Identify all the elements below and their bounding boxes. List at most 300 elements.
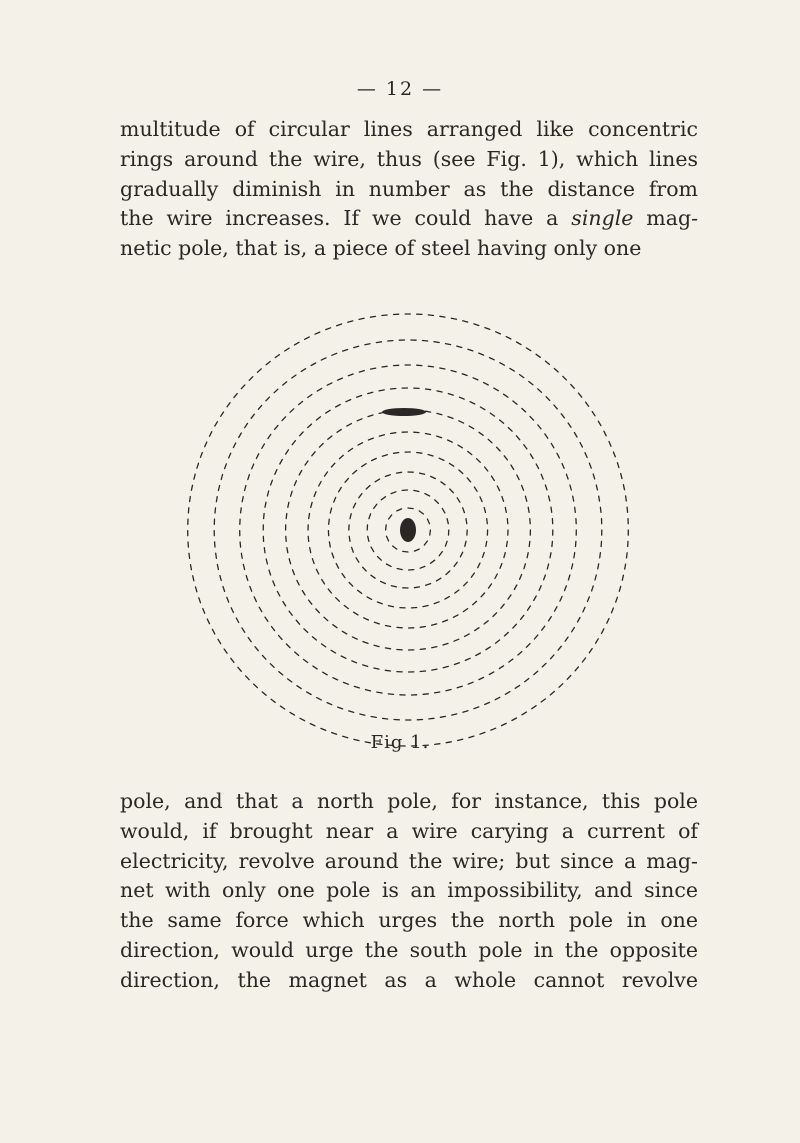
field-line-dash (446, 690, 451, 691)
field-line-dash (521, 615, 524, 619)
field-line-dash (304, 659, 308, 662)
field-line-dash (368, 438, 373, 440)
field-line-dash (227, 403, 230, 407)
field-line-dash (245, 486, 246, 491)
field-line-dash (338, 707, 343, 709)
field-line-dash (286, 644, 290, 648)
field-line-dash (440, 368, 445, 369)
field-line-dash (435, 500, 439, 504)
field-line-dash (435, 692, 440, 693)
field-line-dash (254, 597, 256, 602)
field-line-dash (312, 452, 315, 456)
field-line-dash (280, 460, 283, 465)
text-line: pole, and that a north pole, for instance, this pole (120, 789, 698, 813)
field-line-dash (549, 617, 552, 621)
field-line-dash (558, 646, 561, 650)
field-line-dash (627, 553, 628, 558)
field-line-dash (371, 717, 376, 718)
field-line-dash (218, 486, 219, 491)
field-line-dash (585, 453, 587, 458)
field-line-dash (513, 401, 517, 404)
field-line-dash (443, 666, 448, 667)
field-line-dash (275, 470, 277, 475)
field-line-dash (216, 497, 217, 502)
field-line-dash (394, 453, 399, 454)
field-line-dash (305, 461, 308, 465)
text-line: would, if brought near a wire carying a current of (120, 818, 698, 843)
field-line-dash (544, 575, 546, 580)
field-line-dash (417, 453, 422, 454)
field-line-dash (310, 548, 311, 553)
field-line-dash (451, 318, 456, 319)
field-line-dash (487, 519, 488, 524)
field-line-dash (365, 344, 370, 345)
field-line-dash (437, 413, 442, 414)
field-line-dash (238, 667, 241, 671)
field-line-dash (463, 609, 467, 612)
field-line-dash (550, 553, 551, 558)
field-line-dash (499, 666, 503, 669)
field-line-dash (229, 453, 231, 458)
field-line-dash (331, 463, 335, 467)
field-line-dash (583, 607, 585, 612)
field-line-dash (231, 608, 233, 613)
field-line-dash (272, 627, 275, 631)
field-line-dash (269, 570, 271, 575)
field-line-dash (308, 536, 309, 541)
field-line-dash (312, 559, 314, 564)
field-line-dash (448, 440, 453, 442)
field-line-dash (285, 348, 289, 351)
field-line-dash (374, 668, 379, 669)
field-line-dash (360, 714, 365, 715)
field-line-dash (459, 397, 464, 399)
field-line-dash (248, 638, 251, 642)
field-line-dash (454, 663, 459, 665)
field-line-dash (516, 436, 519, 440)
field-line-dash (329, 542, 330, 547)
field-line-dash (612, 608, 614, 613)
field-line-dash (439, 458, 444, 460)
field-line-dash (191, 485, 192, 490)
field-line-dash (254, 684, 258, 688)
field-line-dash (408, 508, 413, 509)
field-line-dash (354, 686, 359, 688)
field-line-dash (236, 618, 238, 623)
field-line-dash (362, 464, 366, 467)
field-line-dash (504, 456, 507, 460)
field-line-dash (295, 652, 299, 655)
field-line-dash (446, 571, 450, 575)
field-line-dash (381, 581, 386, 583)
field-line-dash (371, 575, 375, 578)
field-line-dash (341, 656, 346, 658)
field-line-dash (507, 541, 508, 546)
field-line-dash (420, 473, 425, 474)
field-line-dash (524, 445, 527, 449)
field-line-dash (508, 428, 512, 432)
field-line-dash (511, 465, 514, 469)
field-line-dash (363, 665, 368, 667)
field-line-dash (471, 573, 474, 577)
field-line-dash (545, 434, 548, 438)
field-line-dash (288, 502, 289, 507)
field-line-dash (221, 475, 222, 480)
field-line-dash (507, 519, 508, 524)
field-line-dash (623, 485, 624, 490)
field-line-dash (326, 410, 330, 413)
field-line-dash (305, 337, 310, 339)
field-line-dash (264, 548, 265, 553)
text-line-end: mag- (633, 206, 698, 231)
field-line-dash (458, 445, 462, 448)
field-line-dash (359, 318, 364, 319)
field-line-dash (522, 408, 526, 412)
field-line-dash (551, 655, 554, 659)
field-line-dash (562, 464, 564, 469)
field-line-dash (201, 453, 203, 458)
field-line-dash (191, 565, 192, 570)
field-line-dash (423, 694, 428, 695)
field-line-dash (363, 642, 368, 644)
field-line-dash (300, 432, 304, 436)
field-line-dash (477, 459, 481, 463)
field-line-dash (271, 480, 273, 485)
field-line-dash (484, 621, 488, 624)
field-line-dash (451, 371, 456, 372)
field-line-dash (286, 450, 289, 454)
field-line-dash (431, 560, 435, 563)
field-line-dash (502, 723, 507, 725)
field-line-dash (323, 672, 328, 675)
field-line-dash (321, 358, 326, 360)
field-line-dash (457, 686, 462, 688)
field-line-dash (245, 423, 248, 427)
field-line-dash (370, 316, 375, 317)
field-line-dash (547, 564, 548, 569)
field-line-dash (607, 619, 609, 624)
field-line-dash (377, 602, 382, 604)
field-line-dash (334, 497, 336, 502)
text-line: netic pole, that is, a piece of steel having only one (120, 236, 642, 261)
field-line-dash (568, 575, 570, 580)
field-line-dash (445, 541, 447, 546)
field-line-dash (596, 485, 597, 490)
field-line-dash (526, 348, 530, 351)
field-line-dash (246, 576, 248, 581)
field-line-dash (295, 342, 300, 345)
field-line-dash (292, 441, 295, 445)
field-line-dash (574, 433, 577, 438)
field-line-dash (227, 597, 229, 602)
field-line-dash (311, 502, 312, 507)
field-line-dash (241, 553, 242, 558)
field-line-dash (586, 402, 589, 406)
field-line-dash (457, 498, 460, 502)
field-line-dash (572, 564, 573, 569)
field-line-dash (287, 548, 288, 553)
text-line: gradually diminish in number as the distance from (120, 176, 698, 201)
field-line-dash (350, 514, 351, 519)
field-line-dash (501, 604, 504, 608)
field-line-dash (554, 369, 558, 372)
field-line-dash (388, 694, 393, 695)
field-line-dash (347, 424, 352, 427)
field-line-dash (343, 350, 348, 352)
field-line-dash (443, 620, 448, 622)
field-line-dash (342, 631, 347, 634)
field-line-dash (212, 629, 214, 634)
field-line-dash (538, 389, 542, 393)
field-line-dash (250, 586, 252, 591)
field-line-dash (297, 580, 299, 585)
field-line-dash (580, 443, 582, 448)
field-line-dash (427, 519, 429, 524)
field-line-dash (567, 676, 571, 680)
field-line-dash (368, 415, 373, 417)
field-line-dash (321, 728, 326, 730)
field-line-dash (382, 315, 387, 316)
field-line-dash (428, 366, 433, 367)
field-line-dash (588, 597, 590, 602)
text-line-start: the wire increases. If we could have a (120, 206, 559, 231)
field-line-dash (483, 553, 485, 558)
paragraph-1 (120, 115, 698, 264)
field-line-dash (602, 629, 604, 634)
field-line-dash (332, 353, 337, 355)
field-line-dash (509, 659, 513, 662)
field-line-dash (268, 434, 271, 438)
field-line-dash (258, 405, 261, 409)
field-line-dash (420, 671, 425, 672)
field-line-dash (476, 653, 481, 656)
field-line-dash (363, 567, 367, 571)
field-line-dash (574, 553, 575, 558)
field-line-dash (234, 394, 237, 398)
field-line-dash (257, 369, 261, 373)
field-line-dash (551, 507, 552, 512)
field-line-dash (385, 475, 390, 477)
field-line-dash (324, 617, 328, 621)
field-line-dash (478, 563, 480, 568)
field-line-dash (420, 566, 425, 568)
field-line-dash (246, 676, 250, 680)
field-line-dash (510, 368, 514, 371)
field-line-dash (333, 625, 337, 628)
field-line-dash (432, 647, 437, 648)
field-line-dash (559, 684, 563, 688)
field-line-dash (486, 647, 490, 650)
field-line-dash (534, 596, 537, 601)
field-line-dash (299, 401, 303, 404)
field-line-dash (259, 607, 262, 612)
text-line (120, 204, 698, 234)
field-line-dash (216, 553, 217, 558)
field-line-dash (524, 564, 526, 569)
field-line-dash (309, 600, 312, 604)
field-line-dash (248, 475, 250, 480)
field-line-dash (490, 413, 494, 416)
field-line-dash (336, 564, 338, 569)
field-line-dash (505, 507, 506, 512)
field-line-dash (199, 598, 201, 603)
field-line-dash (626, 496, 627, 501)
field-line-dash (377, 692, 382, 693)
field-line-dash (432, 669, 437, 670)
field-line-dash (386, 564, 391, 566)
field-line-dash (354, 346, 359, 347)
field-line-dash (366, 486, 370, 490)
field-line-dash (357, 396, 362, 398)
field-line-dash (441, 482, 445, 485)
field-line-dash (312, 637, 316, 640)
field-line-dash (322, 644, 326, 647)
field-line-dash (266, 559, 267, 564)
field-line-dash (528, 507, 529, 512)
field-line-dash (489, 584, 492, 588)
field-line-dash (446, 344, 451, 345)
field-line-dash (220, 576, 221, 581)
field-line-dash (479, 353, 484, 355)
field-line-dash (525, 496, 526, 501)
field-line-dash (316, 569, 318, 574)
field-line-dash (265, 502, 266, 507)
field-line-dash (352, 661, 357, 663)
field-line-dash (534, 671, 538, 674)
text-line: electricity, revolve around the wire; but since a mag- (120, 848, 698, 873)
field-line-dash (604, 431, 606, 436)
field-line-dash (354, 612, 358, 615)
field-line-dash (474, 707, 479, 709)
field-line-dash (382, 455, 387, 457)
field-line-dash (428, 315, 433, 316)
field-line-dash (484, 383, 489, 385)
field-line-dash (223, 587, 225, 592)
field-line-dash (528, 606, 531, 610)
field-line-dash (557, 453, 559, 458)
field-line-dash (231, 658, 234, 662)
field-line-dash (316, 609, 320, 613)
field-line-dash (473, 601, 477, 604)
field-line-dash (327, 383, 332, 385)
field-line-dash (255, 647, 258, 651)
field-line-dash (352, 547, 354, 552)
emphasis-word: single (571, 206, 634, 231)
field-line-dash (545, 361, 549, 364)
field-line-dash (359, 371, 364, 373)
text-line: direction, would urge the south pole in the opposite (120, 937, 698, 962)
field-line-dash (291, 491, 293, 496)
field-line-dash (522, 712, 526, 715)
field-line-dash (414, 490, 419, 491)
field-line-dash (252, 464, 254, 469)
field-line-dash (561, 414, 564, 418)
field-line-dash (274, 389, 278, 393)
field-line-dash (465, 634, 470, 637)
field-line-dash (425, 411, 430, 412)
field-line-dash (300, 718, 305, 720)
field-line-dash (317, 388, 322, 391)
field-line-dash (221, 412, 224, 416)
field-line-dash (225, 464, 227, 469)
field-line-dash (530, 454, 533, 458)
field-line-dash (480, 407, 485, 410)
field-line-dash (420, 627, 425, 628)
field-line-dash (536, 354, 540, 357)
field-line-dash (546, 397, 550, 401)
field-line-dash (625, 564, 626, 569)
field-line-dash (266, 397, 270, 401)
field-line-dash (327, 703, 332, 705)
field-line-dash (296, 620, 299, 624)
field-line-dash (575, 667, 578, 671)
field-line-dash (304, 629, 308, 633)
field-line-dash (397, 569, 402, 570)
field-line-dash (329, 519, 330, 524)
field-line-dash (504, 394, 508, 397)
field-line-dash (352, 637, 357, 639)
figure-caption: Fig 1. (370, 732, 430, 753)
field-line-dash (203, 609, 205, 614)
field-line-dash (448, 417, 453, 419)
field-line-dash (249, 377, 253, 381)
field-line-dash (414, 549, 419, 551)
field-line-dash (454, 639, 459, 641)
text-line: multitude of circular lines arranged like concentric (120, 117, 698, 141)
field-line-dash (240, 542, 241, 547)
page-number: — 12 — (356, 78, 444, 100)
field-line-dash (242, 628, 245, 632)
field-line-dash (265, 617, 268, 621)
field-line-dash (419, 511, 423, 514)
field-line-dash (376, 342, 381, 343)
field-line-dash (560, 596, 562, 601)
field-line-dash (308, 395, 312, 398)
field-line-dash (578, 618, 581, 623)
field-line-dash (371, 368, 376, 369)
field-line-dash (292, 375, 296, 378)
field-line-dash (502, 497, 504, 502)
field-line-dash (616, 597, 618, 602)
field-line-dash (517, 342, 522, 345)
field-line-dash (434, 602, 439, 604)
field-line-dash (520, 575, 522, 580)
field-line-dash (522, 485, 524, 490)
field-line-dash (582, 658, 585, 662)
field-line-dash (526, 644, 530, 648)
field-line-dash (491, 728, 496, 730)
field-line-dash (283, 602, 286, 606)
field-line-dash (465, 541, 466, 546)
field-line-dash (387, 536, 389, 541)
field-line-dash (454, 562, 457, 566)
field-line-dash (573, 496, 574, 501)
field-line-dash (525, 679, 529, 682)
field-line-dash (468, 451, 472, 454)
field-line-dash (311, 363, 316, 366)
field-line-dash (598, 564, 599, 569)
field-line-dash (536, 464, 538, 469)
field-line-dash (359, 494, 362, 498)
field-line-dash (299, 471, 302, 476)
field-line-dash (256, 454, 258, 459)
field-line-dash (542, 626, 545, 630)
field-line-dash (423, 341, 428, 342)
field-line-dash (518, 652, 522, 655)
field-line-dash (572, 628, 575, 632)
text-line: the same force which urges the north pole in one (120, 908, 698, 933)
field-line-dash (467, 478, 470, 482)
